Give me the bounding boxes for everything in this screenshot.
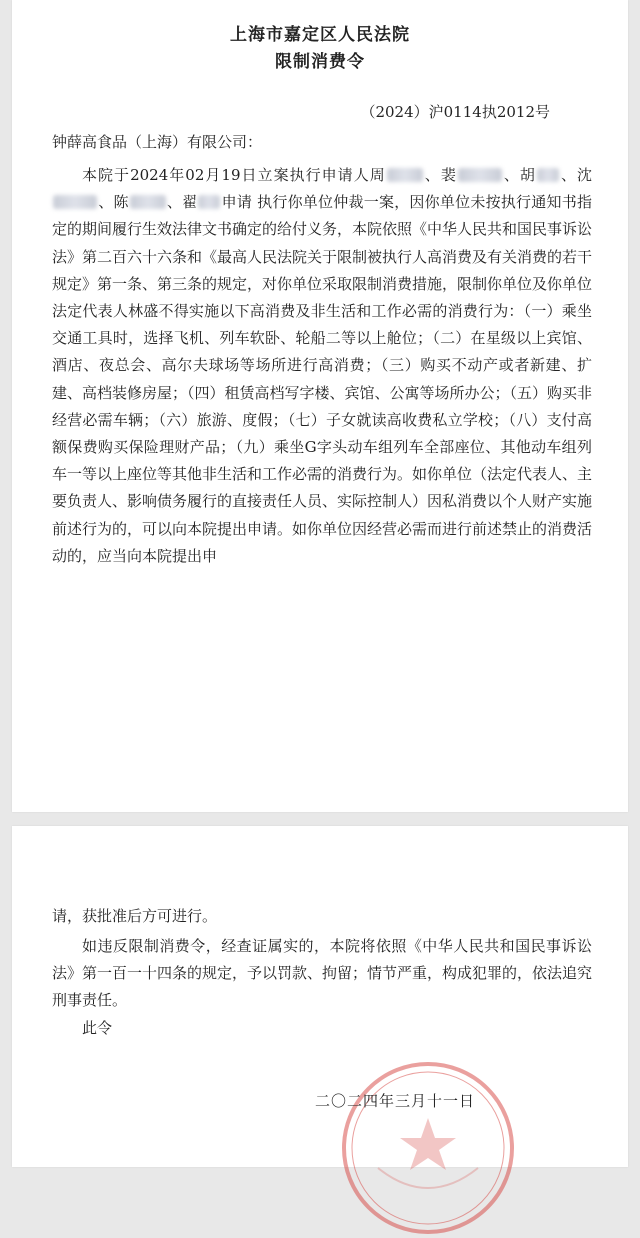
p1-text-f: 、翟 — [166, 193, 198, 212]
body-paragraph-1-continued: 请，获批准后方可进行。 — [52, 907, 218, 925]
p1-text-c: 、胡 — [502, 166, 536, 184]
body-paragraph-1 — [52, 162, 592, 570]
p1-text-g: 申请 执行你单位仲裁一案，因你单位未按执行通知书指定的期间履行生效法律文书确定的给付义务，本院依照《中华人民共和国民事诉讼法》第二百六十六条和《最高人民法院关于限制被执行人高消费及有关消费的若干规定》第一条、第三条的规定，对你单位采取限制消费措施，限制你单位及你单位法定代表人林盛不得实施以下高消费及非生活和工作必需的消费行为：（一）乘坐交通工具时，选择飞机、列车软卧、轮船二等以上舱位；（二）在星级以上宾馆、酒店、夜总会、高尔夫球场等场所进行高消费；（三）购买不动产或者新建、扩建、高档装修房屋；（四）租赁高档写字楼、宾馆、公寓等场所办公；（五）购买非经营必需车辆；（六）旅游、度假；（七）子女就读高收费私立学校；（八）支付高额保费购买保险理财产品；（九）乘坐G字头动车组列车全部座位、其他动车组列车一等以上座位等其他非生活和工作必需的消费行为。如你单位（法定代表人、主要负责人、影响债务履行的直接责任人员、实际控制人）因私消费以个人财产实施前述行为的，可以向本院提出申请。如你单位因经营必需而进行前述禁止的消费活动的，应当向本院提出申 — [52, 193, 593, 565]
court-name: 上海市嘉定区人民法院 — [230, 25, 410, 45]
p1-text-a: 本院于2024年02月19日立案执行申请人周 — [82, 166, 386, 184]
p1-text-d: 、沈 — [559, 166, 592, 184]
p1-text-b: 、裴 — [423, 166, 457, 184]
redacted-name — [198, 195, 220, 209]
redacted-name — [130, 195, 166, 209]
p1-text-e: 、陈 — [98, 193, 129, 212]
court-seal-icon — [338, 1058, 518, 1238]
addressee: 钟薛高食品（上海）有限公司： — [52, 133, 263, 151]
redacted-name — [458, 168, 502, 182]
redacted-name — [387, 168, 423, 182]
document-date: 二〇二四年三月十一日 — [315, 1092, 476, 1110]
document-page-2 — [12, 826, 628, 1167]
redacted-name — [537, 168, 559, 182]
redacted-name — [53, 195, 97, 209]
case-number: （2024）沪0114执2012号 — [360, 103, 550, 121]
document-page-1 — [12, 0, 628, 812]
body-paragraph-3: 此令 — [82, 1019, 113, 1037]
document-title: 限制消费令 — [275, 52, 365, 72]
body-paragraph-2: 如违反限制消费令，经查证属实的，本院将依照《中华人民共和国民事诉讼法》第一百一十四条的规定，予以罚款、拘留；情节严重，构成犯罪的，依法追究刑事责任。 — [52, 937, 593, 1010]
